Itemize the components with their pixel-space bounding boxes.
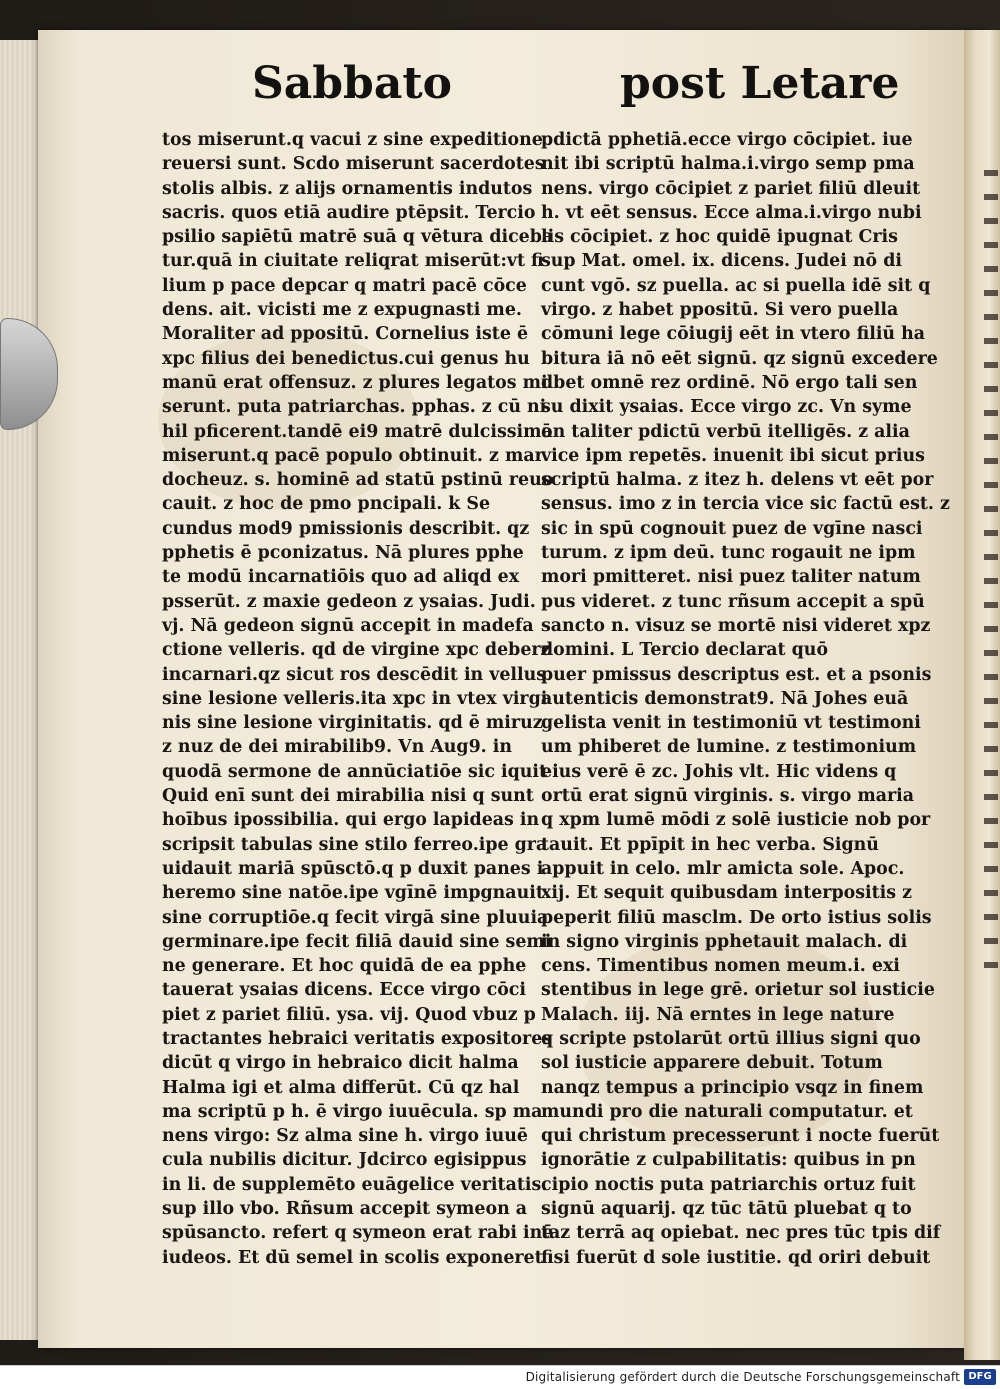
text-line: psserūt. z maxie gedeon z ysaias. Judi. xyxy=(162,591,536,612)
text-line: quodā sermone de annūciatiōe sic iquit xyxy=(162,761,548,782)
text-line: dicūt q virgo in hebraico dicit halma xyxy=(162,1053,519,1074)
text-line: dbet omnē rez ordinē. Nō ergo tali sen xyxy=(541,372,918,393)
text-line: tos miserunt.q vacui z sine expeditione xyxy=(162,130,543,150)
text-line: nanqz tempus a principio vsqz in finem xyxy=(541,1077,924,1098)
text-line: uidauit mariā spūsctō.q p duxit panes i xyxy=(162,858,544,879)
text-line: spūsancto. refert q symeon erat rabi inē xyxy=(162,1223,554,1244)
text-line: tur.quā in ciuitate reliqrat miserūt:vt fi xyxy=(162,251,544,272)
text-line: ma scriptū p h. ē virgo iuuēcula. sp ma xyxy=(162,1101,543,1122)
text-line: te modū incarnatiōis quo ad aliqd ex xyxy=(162,567,520,588)
text-line: cauit. z hoc de pmo pncipali. k Se xyxy=(162,494,491,515)
text-line: cens. Timentibus nomen meum.i. exi xyxy=(541,956,900,977)
text-line: on taliter pdictū verbū itelligēs. z alia xyxy=(541,421,910,442)
facing-page-bleed xyxy=(984,170,998,970)
text-line: iudeos. Et dū semel in scolis exponeret xyxy=(162,1247,543,1268)
text-line: hil pficerent.tandē ei9 matrē dulcissimā xyxy=(162,421,553,442)
text-line: serunt. puta patriarchas. pphas. z cū ni xyxy=(162,397,547,418)
text-line: appuit in celo. mlr amicta sole. Apoc. xyxy=(541,858,905,879)
text-line: vj. Nā gedeon signū accepit in madefa xyxy=(162,615,534,636)
text-line: psilio sapiētū matrē suā q vētura diceba xyxy=(162,227,554,248)
text-line: reuersi sunt. Scdo miserunt sacerdotes xyxy=(162,154,545,175)
right-text-column xyxy=(541,128,950,1270)
text-line: mundi pro die naturali computatur. et xyxy=(541,1101,913,1122)
book-page-edge-right xyxy=(964,30,1000,1360)
text-line: autenticis demonstrat9. Nā Johes euā xyxy=(541,688,909,709)
text-line: tauit. Et ppīpit in hec verba. Signū xyxy=(541,834,879,855)
text-line: su dixit ysaias. Ecce virgo zc. Vn syme xyxy=(541,397,912,418)
text-line: Malach. iij. Nā erntes in lege nature xyxy=(541,1004,895,1025)
text-line: heremo sine natōe.ipe vgīnē impgnauit xyxy=(162,883,544,904)
text-line: peperit filiū masclm. De orto istius solis xyxy=(541,907,932,928)
running-head-right: post Letare xyxy=(620,58,900,109)
text-line: sacris. quos etiā audire ptēpsit. Tercio xyxy=(162,202,536,223)
book-page-edges-left xyxy=(0,40,41,1340)
text-line: dens. ait. vicisti me z expugnasti me. xyxy=(162,300,522,321)
text-line: lium p pace depcar q matri pacē cōce xyxy=(162,275,527,296)
text-line: cula nubilis dicitur. Jdcirco egisippus xyxy=(162,1150,527,1171)
text-line: puer pmissus descriptus est. et a psonis xyxy=(541,664,932,685)
text-line: nis sine lesione virginitatis. qd ē miruz xyxy=(162,713,543,734)
text-line: cōmuni lege cōiugij eēt in vtero filiū ha xyxy=(541,324,926,345)
text-line: sup illo vbo. Rñsum accepit symeon a xyxy=(162,1199,528,1220)
text-line: eius verē ē zc. Johis vlt. Hic videns q xyxy=(541,761,897,782)
text-line: ne generare. Et hoc quidā de ea pphe xyxy=(162,956,527,977)
text-line: Quid enī sunt dei mirabilia nisi q sunt xyxy=(162,786,534,807)
text-line: vice ipm repetēs. inuenit ibi sicut prius xyxy=(541,445,925,466)
text-line: miserunt.q pacē populo obtinuit. z mar xyxy=(162,445,544,466)
text-line: sensus. imo z in tercia vice sic factū est. z xyxy=(541,494,950,515)
text-line: sic in spū cognouit puez de vgīne nasci xyxy=(541,518,923,539)
text-line: turum. z ipm deū. tunc rogauit ne ipm xyxy=(541,543,916,564)
text-line: ignorātie z culpabilitatis: quibus in pn xyxy=(541,1150,916,1171)
text-line: tractantes hebraici veritatis expositores xyxy=(162,1028,553,1049)
text-line: ctione velleris. qd de virgine xpc deberz xyxy=(162,640,551,661)
text-line: tauerat ysaias dicens. Ecce virgo cōci xyxy=(162,980,526,1001)
text-line: sol iusticie apparere debuit. Totum xyxy=(541,1053,883,1074)
running-head-left: Sabbato xyxy=(252,58,452,109)
text-line: taz terrā aq opiebat. nec pres tūc tpis dif xyxy=(541,1223,941,1244)
text-line: q scripte pstolarūt ortū illius signi quo xyxy=(541,1028,921,1049)
funding-credit: Digitalisierung gefördert durch die Deutsche Forschungsgemeinschaft xyxy=(525,1370,960,1384)
text-line: nens virgo: Sz alma sine h. virgo iuuē xyxy=(162,1126,528,1147)
text-line: sup Mat. omel. ix. dicens. Judei nō di xyxy=(541,251,902,272)
text-line: sine lesione velleris.ita xpc in vtex virgi xyxy=(162,688,548,709)
text-line: in signo virginis pphetauit malach. di xyxy=(541,931,908,952)
text-line: z nuz de dei mirabilib9. Vn Aug9. in xyxy=(162,737,513,758)
text-line: domini. L Tercio declarat quō xyxy=(541,640,829,661)
text-line: fisi fuerūt d sole iustitie. qd oriri debuit xyxy=(541,1247,931,1268)
text-line: um phiberet de lumine. z testimonium xyxy=(541,737,917,758)
text-line: pdictā pphetiā.ecce virgo cōcipiet. iue xyxy=(541,130,913,150)
text-line: bitura iā nō eēt signū. qz signū excedere xyxy=(541,348,938,369)
text-line: stentibus in lege grē. orietur sol iusticie xyxy=(541,980,935,1001)
left-text-column xyxy=(162,128,554,1270)
text-line: cundus mod9 pmissionis describit. qz xyxy=(162,518,530,539)
text-line: xpc filius dei benedictus.cui genus hu xyxy=(162,348,530,369)
text-line: lis cōcipiet. z hoc quidē ipugnat Cris xyxy=(541,227,898,248)
text-line: piet z pariet filiū. ysa. vij. Quod vbuz p xyxy=(162,1004,536,1025)
text-line: stolis albis. z alijs ornamentis indutos xyxy=(162,178,533,199)
text-line: incarnari.qz sicut ros descēdit in vellus xyxy=(162,664,547,685)
text-line: gelista venit in testimoniū vt testimoni xyxy=(541,713,921,734)
text-line: hoībus ipossibilia. qui ergo lapideas in xyxy=(162,810,540,831)
text-line: Moraliter ad ppositū. Cornelius iste ē xyxy=(162,324,529,345)
text-line: in li. de supplemēto euāgelice veritatis. xyxy=(162,1174,548,1195)
text-line: pphetis ē pconizatus. Nā plures pphe xyxy=(162,543,524,564)
text-line: q xpm lumē mōdi z solē iusticie nob por xyxy=(541,810,931,831)
text-line: manū erat offensuz. z plures legatos mi xyxy=(162,372,548,393)
text-line: signū aquarij. qz tūc tātū pluebat q to xyxy=(541,1199,912,1220)
text-line: xij. Et sequit quibusdam interpositis z xyxy=(541,883,912,904)
text-line: sancto n. visuz se mortē nisi videret xpz xyxy=(541,615,931,636)
text-line: virgo. z habet ppositū. Si vero puella xyxy=(541,300,899,321)
text-line: pus videret. z tunc rñsum accepit a spū xyxy=(541,591,925,612)
text-line: cipio noctis puta patriarchis ortuz fuit xyxy=(541,1174,916,1195)
text-line: qui christum precesserunt i nocte fuerūt xyxy=(541,1126,940,1147)
text-line: scripsit tabulas sine stilo ferreo.ipe gra xyxy=(162,834,548,855)
text-line: Halma igi et alma differūt. Cū qz hal xyxy=(162,1077,520,1098)
footer-bar xyxy=(0,1365,1000,1389)
text-line: docheuz. s. hominē ad statū pstinū reuo xyxy=(162,470,554,491)
text-line: ortū erat signū virginis. s. virgo maria xyxy=(541,786,915,807)
dfg-logo: DFG xyxy=(964,1369,996,1385)
text-line: sine corruptiōe.q fecit virgā sine pluuia xyxy=(162,907,549,928)
text-line: germinare.ipe fecit filiā dauid sine semi xyxy=(162,931,552,952)
text-line: h. vt eēt sensus. Ecce alma.i.virgo nubi xyxy=(541,202,922,223)
text-line: cunt vgō. sz puella. ac si puella idē sit q xyxy=(541,275,931,296)
text-line: nens. virgo cōcipiet z pariet filiū dleuit xyxy=(541,178,921,199)
text-line: mori pmitteret. nisi puez taliter natum xyxy=(541,567,921,588)
text-line: scriptū halma. z itez h. delens vt eēt por xyxy=(541,470,934,491)
text-line: nit ibi scriptū halma.i.virgo semp pma xyxy=(541,154,915,175)
